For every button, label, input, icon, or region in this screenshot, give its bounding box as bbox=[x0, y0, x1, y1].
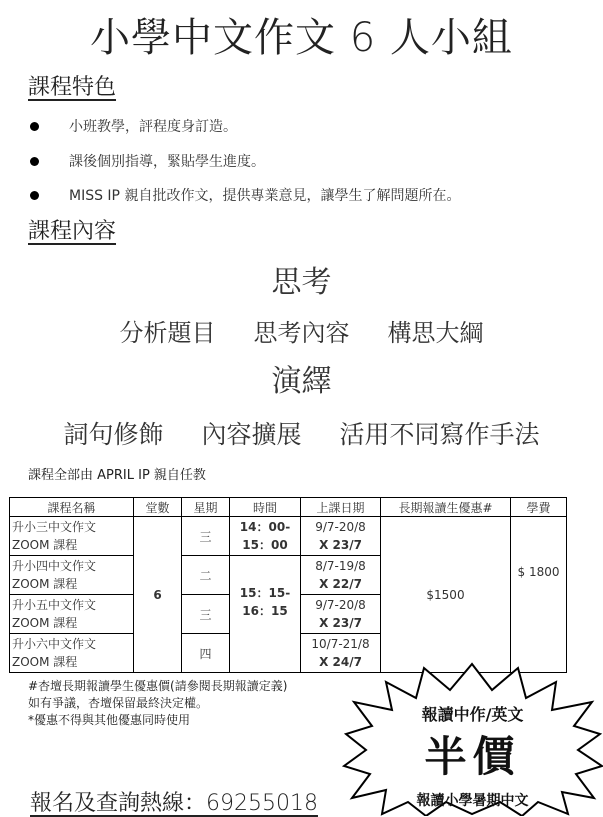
fee: $ 1800 bbox=[511, 517, 567, 673]
date-cell: 9/7-20/8 X 23/7 bbox=[301, 517, 381, 556]
course-name: 升小三中文作文 ZOOM 課程 bbox=[10, 517, 134, 556]
content-heading: 課程內容 bbox=[28, 219, 117, 244]
note-line: *優惠不得與其他優惠同時使用 bbox=[28, 713, 191, 727]
column-header: 課程名稱 bbox=[10, 498, 134, 517]
course-name: 升小四中文作文 ZOOM 課程 bbox=[10, 556, 134, 595]
date-cell: 10/7-21/8 X 24/7 bbox=[301, 634, 381, 673]
note-line: #杏壇長期報讀學生優惠價(請參閱長期報讀定義) bbox=[28, 679, 288, 693]
date-cell: 8/7-19/8 X 22/7 bbox=[301, 556, 381, 595]
feature-item: 小班教學，評程度身訂造。 bbox=[30, 116, 237, 136]
column-header: 時間 bbox=[230, 498, 301, 517]
weekday: 三 bbox=[182, 595, 230, 634]
course-name: 升小六中文作文 ZOOM 課程 bbox=[10, 634, 134, 673]
page-title: 小學中文作文 6 人小組 bbox=[90, 15, 513, 61]
features-heading: 課程特色 bbox=[28, 75, 117, 100]
column-header: 上課日期 bbox=[301, 498, 381, 517]
feature-item: 課後個別指導，緊貼學生進度。 bbox=[30, 151, 265, 171]
feature-item: MISS IP 親自批改作文，提供專業意見，讓學生了解問題所在。 bbox=[30, 185, 460, 205]
course-name: 升小五中文作文 ZOOM 課程 bbox=[10, 595, 134, 634]
perform-item: 活用不同寫作手法 bbox=[339, 420, 540, 449]
time-cell: 14：00- 15：00 bbox=[230, 517, 301, 556]
perform-item: 詞句修飾 bbox=[63, 420, 164, 449]
think-item: 分析題目 bbox=[119, 319, 216, 347]
bullet-icon bbox=[30, 157, 39, 166]
table-row bbox=[10, 517, 567, 556]
weekday: 二 bbox=[182, 556, 230, 595]
column-header: 長期報讀生優惠# bbox=[381, 498, 511, 517]
think-item: 思考內容 bbox=[253, 319, 350, 347]
bullet-icon bbox=[30, 191, 39, 200]
think-item: 構思大綱 bbox=[387, 319, 484, 347]
promo-line3: 報讀小學暑期中文 bbox=[416, 793, 529, 809]
perform-title: 演繹 bbox=[271, 364, 332, 399]
promo-line2: 半價 bbox=[424, 732, 521, 781]
column-header: 星期 bbox=[182, 498, 230, 517]
lesson-count: 6 bbox=[134, 517, 182, 673]
think-title: 思考 bbox=[271, 265, 332, 300]
promo-burst bbox=[342, 662, 603, 816]
column-header: 學費 bbox=[511, 498, 567, 517]
teacher-note: 課程全部由 APRIL IP 親自任教 bbox=[28, 468, 206, 483]
weekday: 四 bbox=[182, 634, 230, 673]
note-line: 如有爭議，杏壇保留最終決定權。 bbox=[28, 696, 209, 710]
column-header: 堂數 bbox=[134, 498, 182, 517]
time-cell: 15：15- 16：15 bbox=[230, 556, 301, 673]
weekday: 三 bbox=[182, 517, 230, 556]
date-cell: 9/7-20/8 X 23/7 bbox=[301, 595, 381, 634]
perform-items bbox=[0, 415, 603, 451]
promo-line1: 報讀中作/英文 bbox=[421, 705, 524, 724]
think-items bbox=[0, 313, 603, 348]
table-header-row bbox=[10, 498, 567, 517]
discount-price: $1500 bbox=[381, 517, 511, 673]
course-table bbox=[9, 497, 567, 673]
bullet-icon bbox=[30, 122, 39, 131]
perform-item: 內容擴展 bbox=[201, 420, 302, 449]
hotline: 報名及查詢熱線：69255018 bbox=[30, 791, 318, 816]
